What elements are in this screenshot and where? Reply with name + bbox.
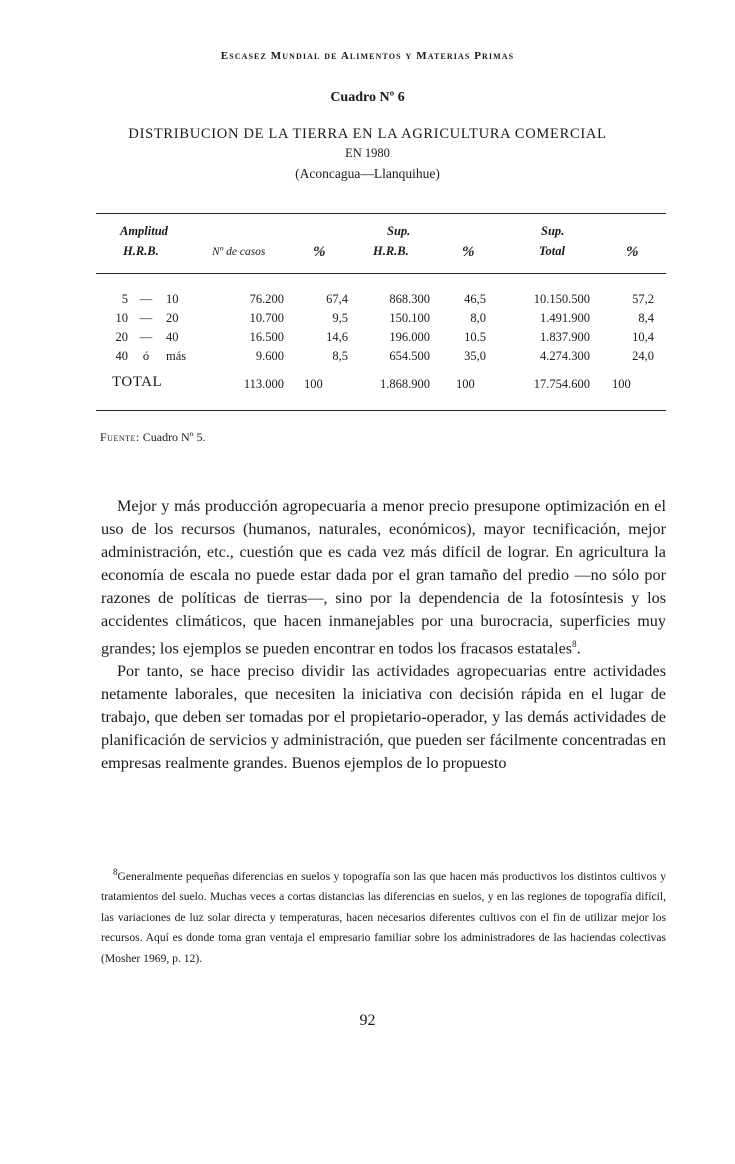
total-label: TOTAL xyxy=(112,374,163,390)
header-pct-sup: % xyxy=(462,244,475,260)
cell-pct-total: 24,0 xyxy=(632,349,654,363)
header-casos: Nº de casos xyxy=(212,246,266,258)
cell-casos: 16.500 xyxy=(249,330,284,344)
cell-sep: ó xyxy=(142,349,150,363)
total-sup-total: 17.754.600 xyxy=(533,377,590,391)
cell-sep: — xyxy=(139,292,153,306)
cell-to: más xyxy=(166,349,187,363)
table-title: DISTRIBUCION DE LA TIERRA EN LA AGRICULTURA COMERCIAL xyxy=(128,126,607,142)
cell-casos: 9.600 xyxy=(255,349,284,363)
footnote-paragraph xyxy=(101,862,666,969)
table-label: Cuadro Nº 6 xyxy=(330,90,405,105)
cell-total: 10.150.500 xyxy=(533,292,590,306)
cell-sup: 654.500 xyxy=(389,349,430,363)
source-label: Fuente: xyxy=(100,430,140,444)
cell-sup: 196.000 xyxy=(389,330,430,344)
total-pct-sup: 100 xyxy=(456,377,475,391)
table-title-year: EN 1980 xyxy=(345,146,390,160)
cell-casos: 76.200 xyxy=(249,292,284,306)
table-title-region: (Aconcagua—Llanquihue) xyxy=(295,166,440,181)
cell-to: 40 xyxy=(166,330,179,344)
cell-pct-sup: 8,0 xyxy=(470,311,486,325)
footnote xyxy=(101,862,666,969)
cell-total: 1.837.900 xyxy=(540,330,590,344)
header-sup-hrb: Sup. xyxy=(387,224,411,238)
cell-pct-total: 10,4 xyxy=(632,330,654,344)
cell-sep: — xyxy=(139,311,153,325)
cell-to: 10 xyxy=(166,292,179,306)
cell-pct-casos: 8,5 xyxy=(332,349,348,363)
cell-pct-total: 57,2 xyxy=(632,292,654,306)
cell-pct-sup: 46,5 xyxy=(464,292,486,306)
cell-pct-casos: 14,6 xyxy=(326,330,348,344)
source-note xyxy=(100,430,205,445)
cell-to: 20 xyxy=(166,311,179,325)
table-bottom-rule xyxy=(96,410,666,411)
page-number: 92 xyxy=(359,1012,376,1029)
header-pct-total: % xyxy=(626,244,639,260)
body-text xyxy=(101,495,666,775)
footnote-ref: 8 xyxy=(572,639,577,649)
cell-pct-total: 8,4 xyxy=(638,311,654,325)
table-header-rule xyxy=(96,273,666,274)
paragraph-end: . xyxy=(576,639,581,658)
header-amplitud: Amplitud xyxy=(120,224,168,238)
cell-total: 4.274.300 xyxy=(540,349,590,363)
cell-pct-sup: 10.5 xyxy=(464,330,486,344)
header-amplitud-unit: H.R.B. xyxy=(123,244,159,258)
cell-from: 10 xyxy=(115,311,128,325)
source-text: Cuadro Nº 5. xyxy=(142,430,206,444)
paragraph: Por tanto, se hace preciso dividir las actividades agropecuarias entre actividades netamente laborales, que necesiten la iniciativa con decisión rápida en el lugar de trabajo, que deben ser tomadas por el propietario-operador, y las demás actividades de planificación de servicios y administración, que pueden ser fácilmente concentradas en empresas realmente grandes. Buenos ejemplos de lo propuesto xyxy=(101,662,666,773)
total-pct-total: 100 xyxy=(612,377,631,391)
total-casos: 113.000 xyxy=(243,377,284,391)
footnote-text: Generalmente pequeñas diferencias en suelos y topografía son las que hacen más productivos los distintos cultivos y tratamientos del suelo. Muchas veces a cortas distancias las diferencias en suelos, y en las regiones de topografía difícil, las variaciones de luz solar directa y temperaturas, hacen necesarios diferentes cultivos con el fin de utilizar mejor los recursos. Aquí es donde toma gran ventaja el empresario familiar sobre los administradores de las haciendas colectivas (Mosher 1969, p. 12). xyxy=(101,869,666,965)
cell-casos: 10.700 xyxy=(249,311,284,325)
cell-from: 20 xyxy=(115,330,128,344)
paragraph-text: Mejor y más producción agropecuaria a menor precio presupone optimización en el uso de los recursos (humanos, naturales, económicos), mayor tecnificación, mejor administración, etc., cuestión que es cada vez más difícil de lograr. En agricultura la economía de escala no puede estar dada por el gran tamaño del predio —no sólo por razones de políticas de tierras—, sino por la dependencia de la fotosíntesis y los accidentes climáticos, que hacen inmanejables por una burocracia, superficies muy grandes; los ejemplos se pueden encontrar en todos los fracasos estatales xyxy=(101,497,666,658)
cell-sup: 868.300 xyxy=(389,292,430,306)
cell-sup: 150.100 xyxy=(389,311,430,325)
footnote-mark: 8 xyxy=(113,867,118,877)
table-top-rule xyxy=(96,213,666,214)
cell-sep: — xyxy=(139,330,153,344)
cell-from: 40 xyxy=(115,349,128,363)
cell-pct-sup: 35,0 xyxy=(464,349,486,363)
header-sup-total-unit: Total xyxy=(539,244,565,258)
total-pct-casos: 100 xyxy=(304,377,323,391)
cell-total: 1.491.900 xyxy=(540,311,590,325)
cell-pct-casos: 9,5 xyxy=(332,311,348,325)
header-sup-hrb-unit: H.R.B. xyxy=(373,244,409,258)
cell-from: 5 xyxy=(121,292,128,306)
running-head: Escasez Mundial de Alimentos y Materias Primas xyxy=(220,50,515,62)
header-sup-total: Sup. xyxy=(541,224,565,238)
cell-pct-casos: 67,4 xyxy=(326,292,348,306)
header-pct-casos: % xyxy=(313,244,326,260)
total-sup: 1.868.900 xyxy=(380,377,430,391)
paragraph xyxy=(101,495,666,660)
